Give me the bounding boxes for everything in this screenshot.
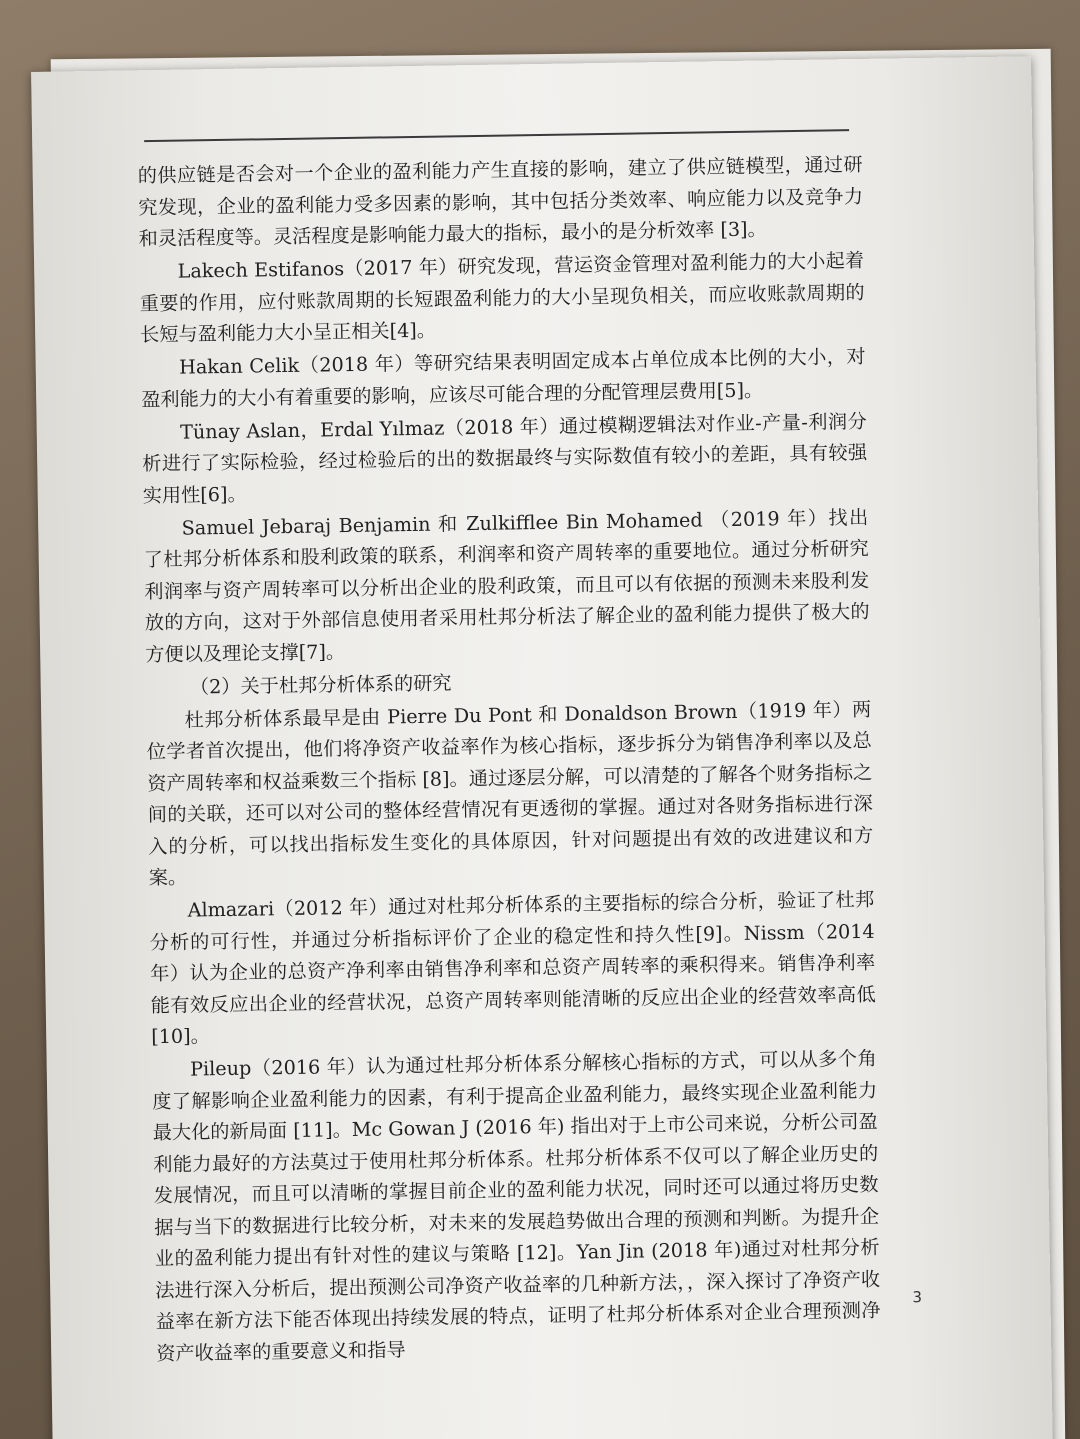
paragraph-tunay-aslan: Tünay Aslan，Erdal Yılmaz（2018 年）通过模糊逻辑法对作业-产量-利润分析进行了实际检验，经过检验后的出的数据最终与实际数值有较小的差距，具有较强实用性[6]。 [142, 409, 868, 507]
header-rule [144, 129, 849, 142]
section-heading-dupont: （2）关于杜邦分析体系的研究 [189, 670, 452, 699]
paragraph-almazari: Almazari（2012 年）通过对杜邦分析体系的主要指标的综合分析，验证了杜邦分析的可行性，并通过分析指标评价了企业的稳定性和持久性[9]。Nissm（2014 年）认为企业的总资产净利率由销售净利率和总资产周转率的乘积得来。销售净利率能有效反应出企业的经营状况，总资产周转率则能清晰的反应出企业的经营效率高低 [10]。 [149, 887, 876, 1049]
paragraph-dupont-origin: 杜邦分析体系最早是由 Pierre Du Pont 和 Donaldson Brown（1919 年）两位学者首次提出，他们将净资产收益率作为核心指标，逐步拆分为销售净利率以及总资产周转率和权益乘数三个指标 [8]。通过逐层分解，可以清楚的了解各个财务指标之间的关联，还可以对公司的整体经营情况有更透彻的掌握。通过对各财务指标进行深入的分析，可以找出指标发生变化的具体原因，针对问题提出有效的改进建议和方案。 [146, 697, 874, 890]
page-body [137, 149, 881, 1369]
page-number: 3 [912, 1288, 923, 1307]
paragraph-supply-chain: 的供应链是否会对一个企业的盈利能力产生直接的影响，建立了供应链模型，通过研究发现，企业的盈利能力受多因素的影响，其中包括分类效率、响应能力以及竞争力和灵活程度等。灵活程度是影响能力最大的指标，最小的是分析效率 [3]。 [137, 152, 864, 251]
document-page [31, 56, 1053, 1439]
paragraph-hakan-celik: Hakan Celik（2018 年）等研究结果表明固定成本占单位成本比例的大小，对盈利能力的大小有着重要的影响，应该尽可能合理的分配管理层费用[5]。 [141, 344, 866, 411]
paragraph-pileup: Pileup（2016 年）认为通过杜邦分析体系分解核心指标的方式，可以从多个角度了解影响企业盈利能力的因素，有利于提高企业盈利能力，最终实现企业盈利能力最大化的新局面 [11]。Mc Gowan J (2016 年) 指出对于上市公司来说，分析公司盈利能力最好的方法莫过于使用杜邦分析体系。杜邦分析体系不仅可以了解企业历史的发展情况，而且可以清晰的掌握目前企业的盈利能力状况，同时还可以通过将历史数据与当下的数据进行比较分析，对未来的发展趋势做出合理的预测和判断。为提升企业的盈利能力提出有针对性的建议与策略 [12]。Yan Jin (2018 年)通过对杜邦分析法进行深入分析后，提出预测公司净资产收益率的几种新方法，，深入探讨了净资产收益率在新方法下能否体现出持续发展的特点，证明了杜邦分析体系对企业合理预测净资产收益率的重要意义和指导 [152, 1046, 881, 1365]
paragraph-lakech-estifanos: Lakech Estifanos（2017 年）研究发现，营运资金管理对盈利能力的大小起着重要的作用，应付账款周期的长短跟盈利能力的大小呈现负相关，而应收账款周期的长短与盈利能力大小呈正相关[4]。 [139, 248, 865, 347]
paragraph-samuel-benjamin: Samuel Jebaraj Benjamin 和 Zulkifflee Bin Mohamed （2019 年）找出了杜邦分析体系和股利政策的联系，利润率和资产周转率的重要地位。通过分析研究利润率与资产周转率可以分析出企业的股利政策，而且可以有依据的预测未来股利发放的方向，这对于外部信息使用者采用杜邦分析法了解企业的盈利能力提供了极大的方便以及理论支撑[7]。 [143, 505, 870, 666]
